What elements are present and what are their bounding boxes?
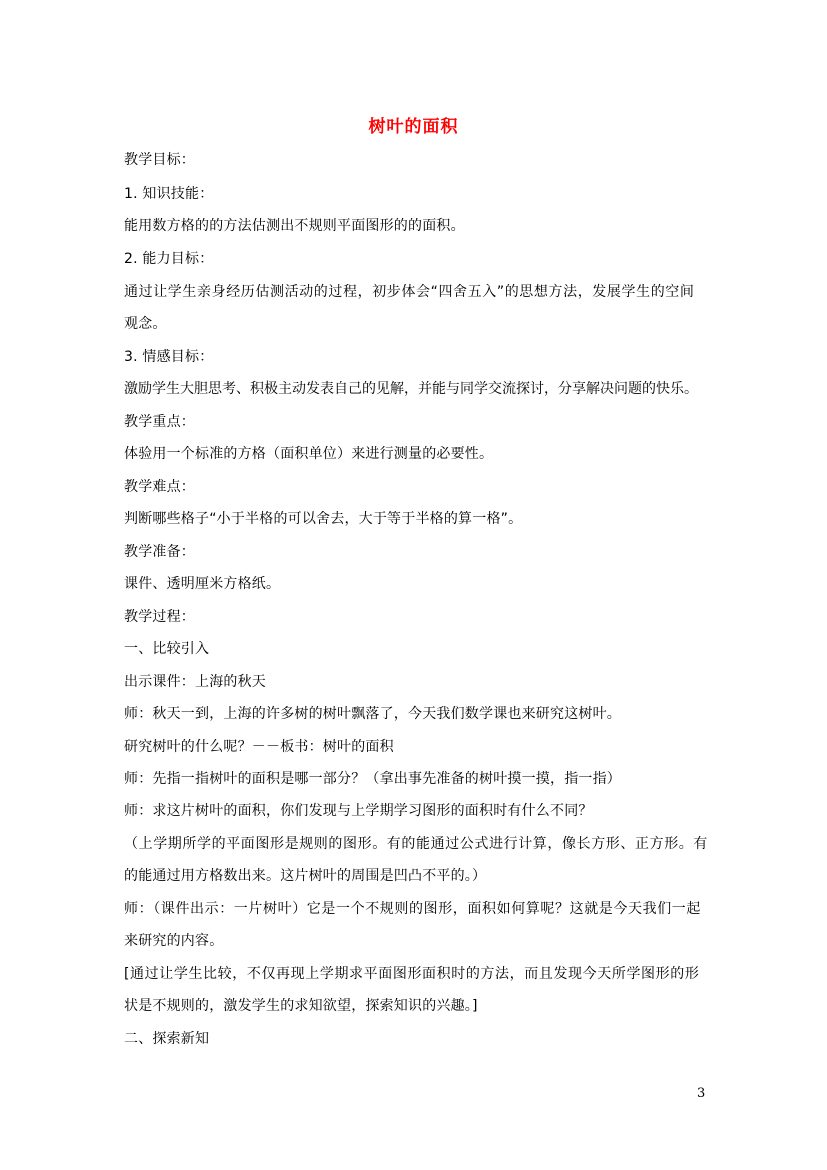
document-title: 树叶的面积 [368, 117, 459, 137]
subheading-knowledge-skills: 1. 知识技能： [124, 186, 214, 202]
paragraph-line: 师：秋天一到，上海的许多树的树叶飘落了，今天我们数学课也来研究这树叶。 [124, 706, 621, 722]
paragraph-line: 师：求这片树叶的面积，你们发现与上学期学习图形的面积时有什么不同？ [124, 803, 593, 819]
paragraph-line: 研究树叶的什么呢？－－板书：树叶的面积 [124, 739, 394, 755]
paragraph-line: 能用数方格的的方法估测出不规则平面图形的的面积。 [124, 218, 465, 234]
paragraph-line: [通过让学生比较，不仅再现上学期求平面图形面积时的方法，而且发现今天所学图形的形 [124, 966, 700, 982]
paragraph-line: 状是不规则的，激发学生的求知欲望，探索知识的兴趣。] [124, 998, 478, 1014]
page-number: 3 [697, 1086, 706, 1101]
subheading-emotional-goals: 3. 情感目标： [124, 349, 214, 365]
section-heading-process: 教学过程： [124, 609, 195, 625]
section-heading-preparation: 教学准备： [124, 544, 195, 560]
paragraph-line: 体验用一个标准的方格（面积单位）来进行测量的必要性。 [124, 446, 494, 462]
paragraph-line: 观念。 [124, 316, 167, 332]
section-heading-difficulties: 教学难点： [124, 479, 195, 495]
paragraph-line: 通过让学生亲身经历估测活动的过程，初步体会“四舍五入”的思想方法，发展学生的空间 [124, 284, 695, 300]
paragraph-line: 的能通过用方格数出来。这片树叶的周围是凹凸不平的。） [124, 868, 487, 884]
paragraph-line: 来研究的内容。 [124, 933, 224, 949]
section-heading-key-points: 教学重点： [124, 414, 195, 430]
paragraph-line: 判断哪些格子“小于半格的可以舍去，大于等于半格的算一格”。 [124, 511, 523, 527]
section-heading-teaching-goals: 教学目标： [124, 152, 195, 168]
paragraph-line: 课件、透明厘米方格纸。 [124, 576, 281, 592]
subheading-ability-goals: 2. 能力目标： [124, 251, 214, 267]
paragraph-line: 师：先指一指树叶的面积是哪一部分？（拿出事先准备的树叶摸一摸，指一指） [124, 771, 621, 787]
paragraph-line: （上学期所学的平面图形是规则的图形。有的能通过公式进行计算，像长方形、正方形。有 [124, 836, 708, 852]
subheading-comparison-intro: 一、比较引入 [124, 641, 210, 657]
paragraph-line: 激励学生大胆思考、积极主动发表自己的见解，并能与同学交流探讨，分享解决问题的快乐。 [124, 381, 698, 397]
subheading-explore-new: 二、探索新知 [124, 1031, 210, 1047]
paragraph-line: 师：（课件出示：一片树叶）它是一个不规则的图形，面积如何算呢？这就是今天我们一起 [124, 901, 701, 917]
paragraph-line: 出示课件：上海的秋天 [124, 674, 266, 690]
